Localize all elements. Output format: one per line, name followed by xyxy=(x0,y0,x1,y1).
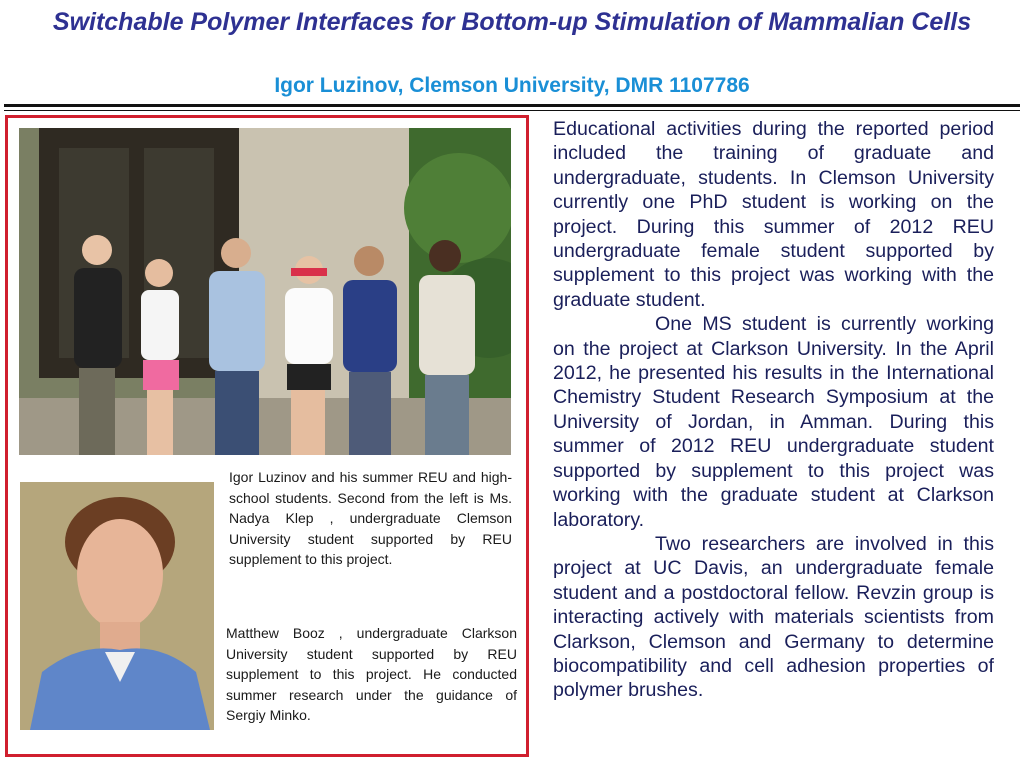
header-divider-thick xyxy=(4,104,1020,107)
group-photo-caption: Igor Luzinov and his summer REU and high-school students. Second from the left is Ms. Nadya Klep , undergraduate Clemson University student supported by REU supplement to this project. xyxy=(229,469,512,567)
portrait-caption: Matthew Booz , undergraduate Clarkson University student supported by REU supplement to this project. He conducted summer research under the guidance of Sergiy Minko. xyxy=(226,625,517,723)
group-photo xyxy=(19,128,511,455)
author-line: Igor Luzinov, Clemson University, DMR 1107786 xyxy=(274,74,750,97)
body-text xyxy=(553,117,994,703)
body-paragraph: One MS student is currently working on the project at Clarkson University. In the April 2012, he presented his results in the International Chemistry Student Research Symposium at the University of Jordan, in Amman. During this summer of 2012 REU undergraduate student supported by supplement to this project was working with the graduate student at Clarkson laboratory. xyxy=(553,313,994,531)
header-divider-thin xyxy=(4,110,1020,111)
portrait-photo xyxy=(20,482,214,730)
body-paragraph: Two researchers are involved in this project at UC Davis, an undergraduate female student and a postdoctoral fellow. Revzin group is interacting actively with materials scientists from Clarkson, Clemson and Germany to determine biocompatibility and cell adhesion properties of polymer brushes. xyxy=(553,532,994,702)
body-paragraph: Educational activities during the reported period included the training of graduate and undergraduate, students. In Clemson University currently one PhD student is working on the project. During this summer of 2012 REU undergraduate female student supported by supplement to this project was working with the graduate student. xyxy=(553,118,994,311)
slide-title: Switchable Polymer Interfaces for Bottom-up Stimulation of Mammalian Cells xyxy=(52,8,972,36)
